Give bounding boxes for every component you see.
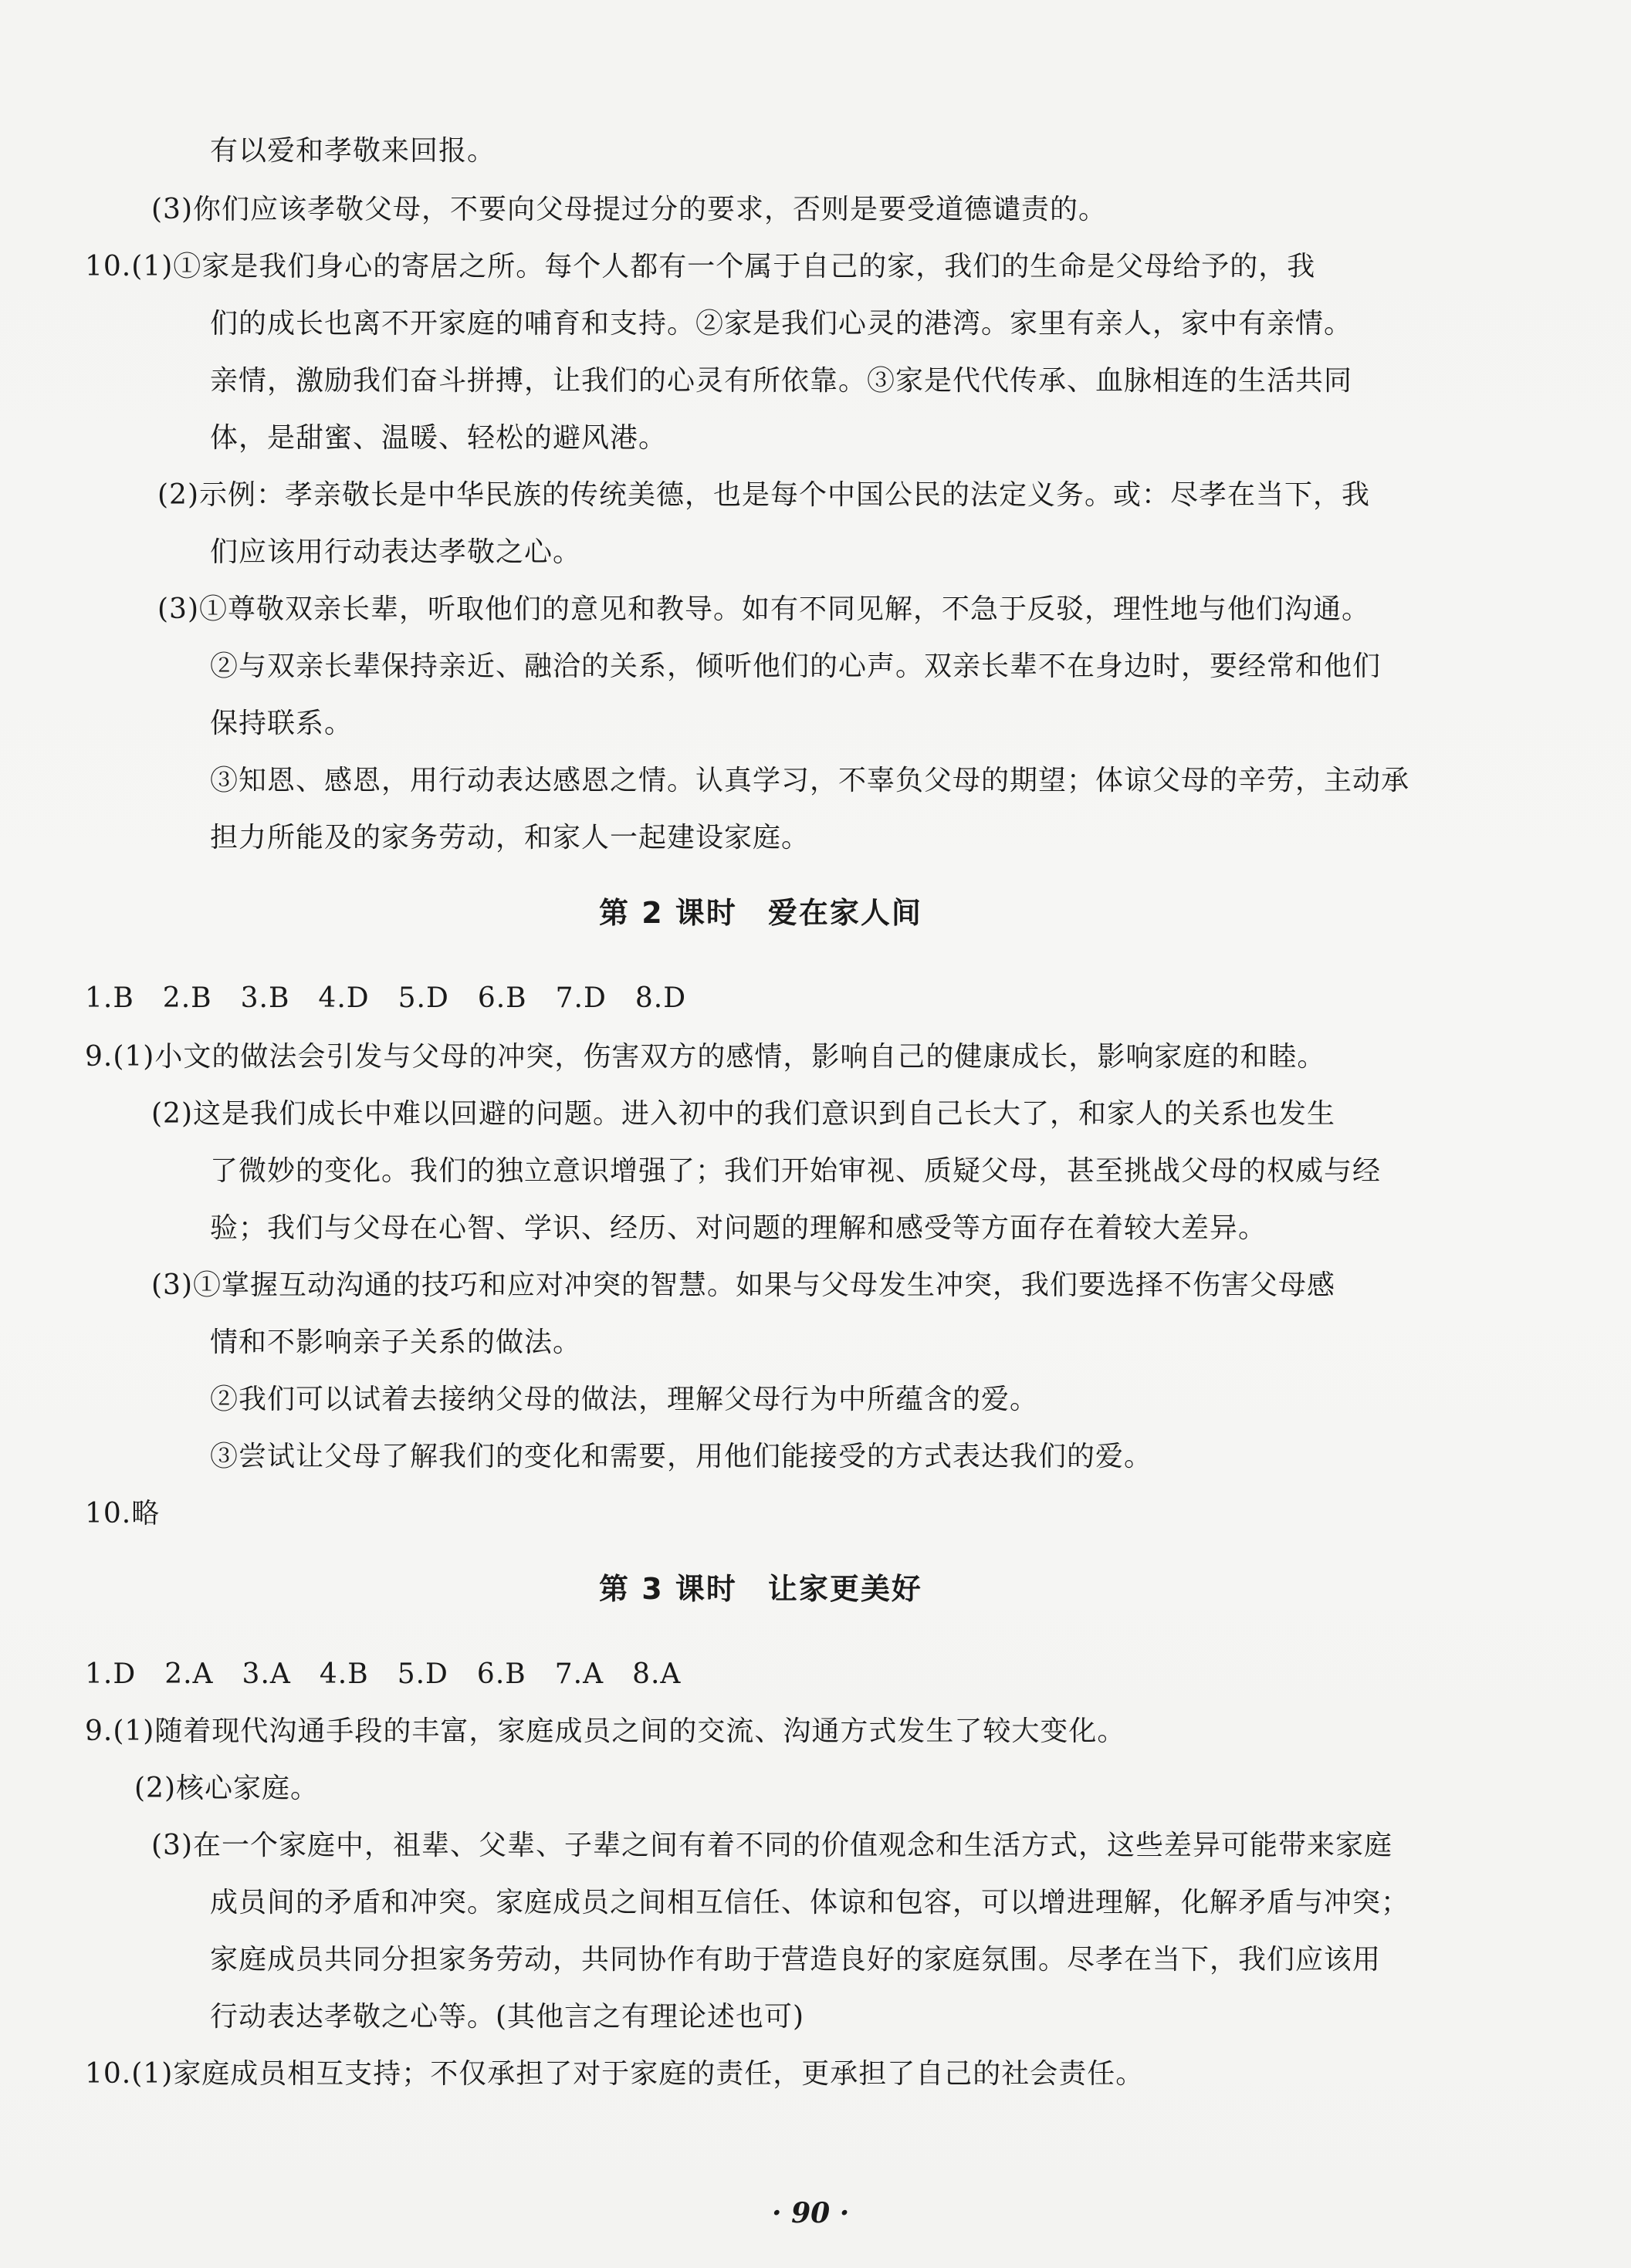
text-line: 9.(1)随着现代沟通手段的丰富，家庭成员之间的交流、沟通方式发生了较大变化。 bbox=[85, 1715, 1126, 1747]
text-line: 情和不影响亲子关系的做法。 bbox=[210, 1327, 582, 1358]
text-line: ③知恩、感恩，用行动表达感恩之情。认真学习，不辜负父母的期望；体谅父母的辛劳，主动承 bbox=[210, 765, 1410, 796]
section-heading: 第 2 课时 爱在家人间 bbox=[599, 896, 922, 930]
text-line: 担力所能及的家务劳动，和家人一起建设家庭。 bbox=[210, 822, 810, 853]
text-line: 体，是甜蜜、温暖、轻松的避风港。 bbox=[210, 422, 668, 454]
answer-key: 1.D 2.A 3.A 4.B 5.D 6.B 7.A 8.A bbox=[85, 1658, 682, 1690]
text-line: 们的成长也离不开家庭的哺育和支持。②家是我们心灵的港湾。家里有亲人，家中有亲情。 bbox=[210, 308, 1353, 340]
text-line: 10.(1)家庭成员相互支持；不仅承担了对于家庭的责任，更承担了自己的社会责任。 bbox=[85, 2058, 1145, 2090]
text-line: 行动表达孝敬之心等。(其他言之有理论述也可) bbox=[210, 2001, 805, 2033]
text-line: (3)在一个家庭中，祖辈、父辈、子辈之间有着不同的价值观念和生活方式，这些差异可能带来家庭 bbox=[151, 1830, 1392, 1861]
text-line: 10.(1)①家是我们身心的寄居之所。每个人都有一个属于自己的家，我们的生命是父母给予的，我 bbox=[85, 251, 1316, 282]
text-line: ②与双亲长辈保持亲近、融洽的关系，倾听他们的心声。双亲长辈不在身边时，要经常和他们 bbox=[210, 651, 1382, 682]
text-line: (2)示例：孝亲敬长是中华民族的传统美德，也是每个中国公民的法定义务。或：尽孝在当下，我 bbox=[157, 479, 1370, 511]
text-line: 亲情，激励我们奋斗拼搏，让我们的心灵有所依靠。③家是代代传承、血脉相连的生活共同 bbox=[210, 365, 1353, 397]
text-line: (2)这是我们成长中难以回避的问题。进入初中的我们意识到自己长大了，和家人的关系也发生 bbox=[151, 1098, 1335, 1130]
page-number: · 90 · bbox=[772, 2197, 850, 2229]
text-line: 保持联系。 bbox=[210, 708, 354, 739]
text-line: 有以爱和孝敬来回报。 bbox=[210, 135, 496, 167]
text-line: 了微妙的变化。我们的独立意识增强了；我们开始审视、质疑父母，甚至挑战父母的权威与经 bbox=[210, 1155, 1382, 1187]
text-line: (3)你们应该孝敬父母，不要向父母提过分的要求，否则是要受道德谴责的。 bbox=[151, 194, 1107, 225]
text-line: 验；我们与父母在心智、学识、经历、对问题的理解和感受等方面存在着较大差异。 bbox=[210, 1212, 1267, 1244]
text-line: ②我们可以试着去接纳父母的做法，理解父母行为中所蕴含的爱。 bbox=[210, 1384, 1039, 1415]
text-line: 成员间的矛盾和冲突。家庭成员之间相互信任、体谅和包容，可以增进理解，化解矛盾与冲突； bbox=[210, 1887, 1410, 1918]
text-line: 10.略 bbox=[85, 1498, 161, 1529]
text-line: 们应该用行动表达孝敬之心。 bbox=[210, 536, 582, 568]
text-line: (2)核心家庭。 bbox=[134, 1773, 319, 1804]
text-line: (3)①掌握互动沟通的技巧和应对冲突的智慧。如果与父母发生冲突，我们要选择不伤害父母感 bbox=[151, 1269, 1335, 1301]
text-line: 9.(1)小文的做法会引发与父母的冲突，伤害双方的感情，影响自己的健康成长，影响家庭的和睦。 bbox=[85, 1041, 1326, 1073]
text-line: (3)①尊敬双亲长辈，听取他们的意见和教导。如有不同见解，不急于反驳，理性地与他们沟通。 bbox=[157, 593, 1370, 625]
text-line: ③尝试让父母了解我们的变化和需要，用他们能接受的方式表达我们的爱。 bbox=[210, 1441, 1153, 1472]
section-heading: 第 3 课时 让家更美好 bbox=[599, 1572, 922, 1606]
answer-key: 1.B 2.B 3.B 4.D 5.D 6.B 7.D 8.D bbox=[85, 982, 687, 1014]
text-line: 家庭成员共同分担家务劳动，共同协作有助于营造良好的家庭氛围。尽孝在当下，我们应该用 bbox=[210, 1944, 1382, 1976]
